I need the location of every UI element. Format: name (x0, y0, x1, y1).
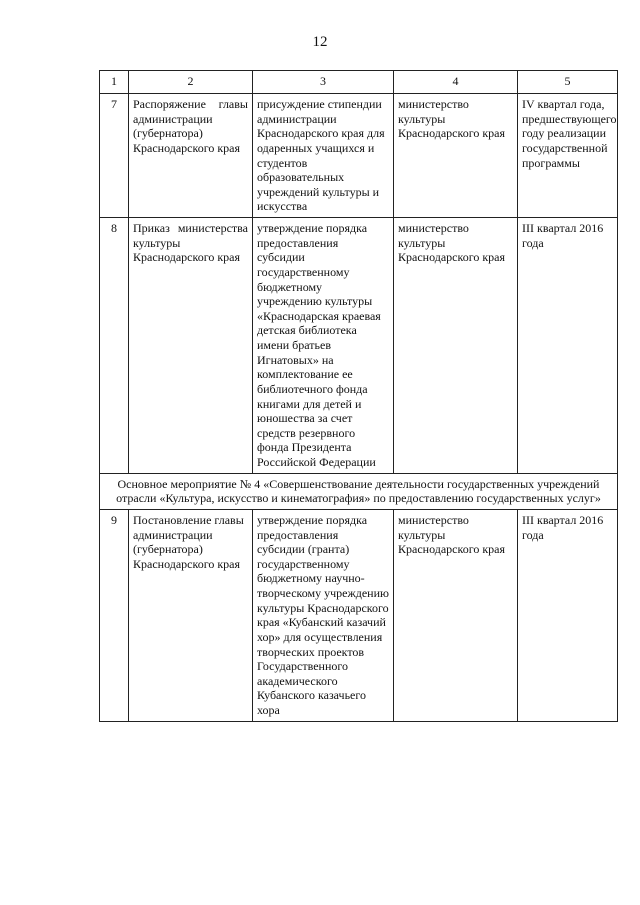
column-header-3: 3 (253, 71, 394, 94)
subject-cell: утверждение порядка предоставления субсидии (гранта) государственному бюджетному научно-творческому учреждению культуры Краснодарского края «Кубанский казачий хор» для осуществления творческих проектов Государственного академического Кубанского казачьего хора (253, 509, 394, 721)
table-row (100, 94, 618, 218)
row-number: 8 (100, 218, 129, 474)
subject-cell: присуждение стипендии администрации Краснодарского края для одаренных учащихся и студентов образовательных учреждений культуры и искусства (253, 94, 394, 218)
subject-cell: утверждение порядка предоставления субсидии государственному бюджетному учреждению культуры «Краснодарская краевая детская библиотека имени братьев Игнатовых» на комплектование ее библиотечного фонда книгами для детей и юношества за счет средств резервного фонда Президента Российской Федерации (253, 218, 394, 474)
deadline-cell: IV квартал года, предшествующего году реализации государственной программы (518, 94, 618, 218)
table-row (100, 218, 618, 474)
document-type-cell: Приказ министерства культуры Краснодарского края (129, 218, 253, 474)
section-row (100, 473, 618, 509)
section-title: Основное мероприятие № 4 «Совершенствование деятельности государственных учреждений отрасли «Культура, искусство и кинематография» по предоставлению государственных услуг» (100, 473, 618, 509)
row-number: 9 (100, 509, 129, 721)
executor-cell: министерство культуры Краснодарского края (394, 94, 518, 218)
column-header-2: 2 (129, 71, 253, 94)
page-number: 12 (312, 34, 328, 50)
row-number: 7 (100, 94, 129, 218)
document-type-cell: Распоряжение главы администрации (губернатора) Краснодарского края (129, 94, 253, 218)
column-header-5: 5 (518, 71, 618, 94)
document-table (99, 70, 618, 722)
executor-cell: министерство культуры Краснодарского края (394, 509, 518, 721)
executor-cell: министерство культуры Краснодарского края (394, 218, 518, 474)
column-header-1: 1 (100, 71, 129, 94)
document-type-cell: Постановление главы администрации (губернатора) Краснодарского края (129, 509, 253, 721)
column-header-4: 4 (394, 71, 518, 94)
deadline-cell: III квартал 2016 года (518, 218, 618, 474)
deadline-cell: III квартал 2016 года (518, 509, 618, 721)
table-header-row (100, 71, 618, 94)
table-row (100, 509, 618, 721)
